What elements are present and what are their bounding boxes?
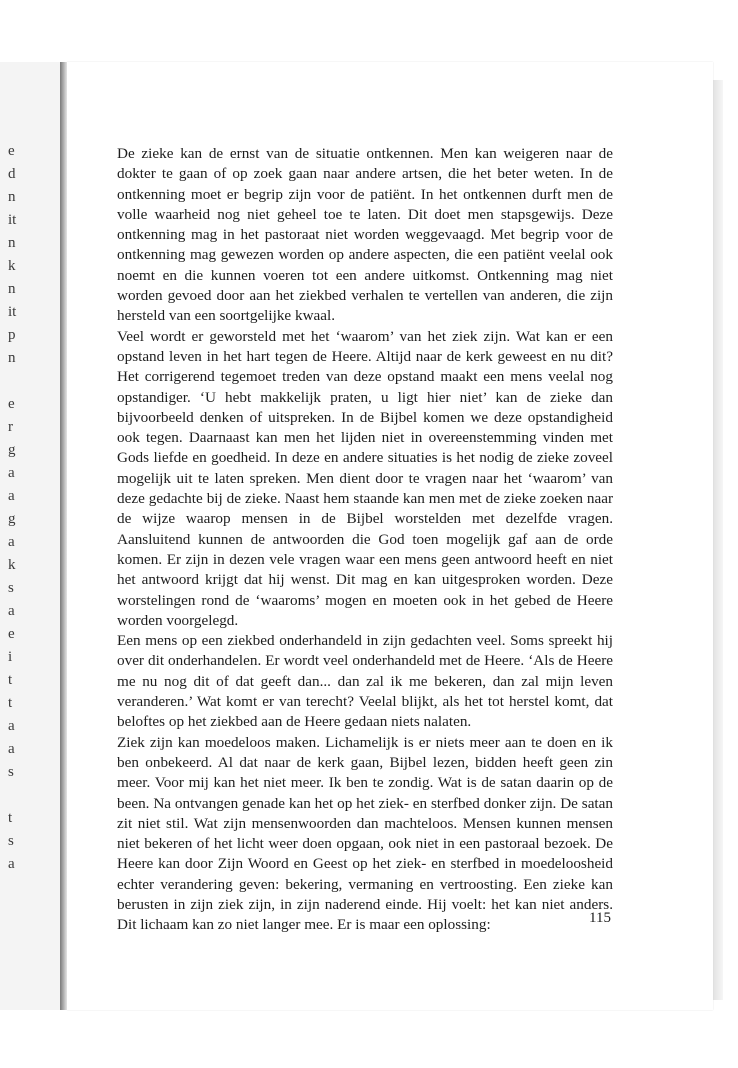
page-number: 115 xyxy=(589,910,611,926)
facing-page-letter: d xyxy=(8,166,16,182)
paragraph-denial: De zieke kan de ernst van de situatie ontkennen. Men kan weigeren naar de dokter te gaan of op zoek gaan naar andere artsen, die het beter weten. In de ontkenning moet er begrip zijn voor de patiënt. In het ontkennen durft men de volle waarheid nog niet geheel toe te laten. Dit doet men stapsgewijs. Deze ontkenning mag in het pastoraat niet worden weggevaagd. Met begrip voor de ontkenning mag gewezen worden op andere aspecten, die een patiënt veelal ook noemt en die kunnen voeren tot een andere uitkomst. Ontkenning mag niet worden gevoed door aan het ziekbed verhalen te vertellen van anderen, die zijn hersteld van een soortgelijke kwaal. xyxy=(117,145,613,325)
facing-page-letter: n xyxy=(8,281,16,297)
facing-page-letter: n xyxy=(8,189,16,205)
facing-page-letter: t xyxy=(8,810,13,826)
facing-page-letter: a xyxy=(8,741,15,757)
facing-page-letter: i xyxy=(8,649,13,665)
facing-page-letter: k xyxy=(8,557,16,573)
facing-page-letter: n xyxy=(8,350,16,366)
facing-page-letter: a xyxy=(8,856,15,872)
facing-page-letter: it xyxy=(8,212,17,228)
facing-page-letter: a xyxy=(8,465,15,481)
facing-page-text-fragments xyxy=(8,140,30,876)
facing-page-letter: e xyxy=(8,626,15,642)
page-stack-edge xyxy=(713,80,723,1000)
facing-page-letter: a xyxy=(8,488,15,504)
book-page xyxy=(67,62,713,1010)
facing-page-letter xyxy=(8,370,30,393)
paragraph-bargaining: Een mens op een ziekbed onderhandeld in zijn gedachten veel. Soms spreekt hij over dit onderhandelen. Er wordt veel onderhandeld met de Heere. ‘Als de Heere me nu nog dit of dat geeft dan... dan zal ik me bekeren, dan zal mijn leven veranderen.’ Wat komt er van terecht? Veelal blijkt, als het tot herstel komt, dat beloftes op het ziekbed aan de Heere gedaan niets nalaten. xyxy=(117,632,613,731)
facing-page-letter: s xyxy=(8,764,14,780)
facing-page-letter: p xyxy=(8,327,16,343)
facing-page-letter: t xyxy=(8,695,13,711)
paragraph-why: Veel wordt er geworsteld met het ‘waarom’ van het ziek zijn. Wat kan er een opstand leven in het hart tegen de Heere. Altijd naar de kerk geweest en nu dit? Het corrigerend tegemoet treden van deze opstand maakt een mens veelal nog opstandiger. ‘U hebt makkelijk praten, u ligt hier niet’ kan de zieke dan bijvoorbeeld denken of uitspreken. In de Bijbel komen we deze opstandigheid ook tegen. Daarnaast kan men het lijden niet in overeenstemming vinden met Gods liefde en goedheid. In deze en andere situaties is het nodig de zieke zoveel mogelijk uit te laten spreken. Men dient door te vragen naar het ‘waarom’ van deze gedachte bij de zieke. Naast hem staande kan men met de zieke zoeken naar de wijze waarop mensen in de Bijbel worstelden met dezelfde vragen. Aansluitend kunnen de antwoorden die God toen mogelijk gaf aan de orde komen. Er zijn in dezen vele vragen waar een mens geen antwoord heeft en niet het antwoord krijgt dat hij wenst. Dit mag en kan uitgesproken worden. Deze worstelingen rond de ‘waaroms’ mogen en moeten ook in het gebed de Heere worden voorgelegd. xyxy=(117,327,613,629)
body-text xyxy=(117,144,613,936)
paragraph-despondency: Ziek zijn kan moedeloos maken. Lichamelijk is er niets meer aan te doen en ik ben onbekeerd. Al dat naar de kerk gaan, Bijbel lezen, bidden heeft geen zin meer. Voor mij kan het niet meer. Ik ben te zondig. Wat is de satan daarin op de been. Na ontvangen genade kan het op het ziek- en sterfbed donker zijn. De satan zit niet stil. Wat zijn mensenwoorden dan machteloos. Mensen kunnen mensen niet bekeren of het licht weer doen opgaan, ook niet in een pastoraal bezoek. De Heere kan door Zijn Woord en Geest op het ziek- en sterfbed in moedeloosheid echter verandering geven: bekering, vermaning en vertroosting. Een zieke kan berusten in zijn ziek zijn, in zijn naderend einde. Hij voelt: het kan niet anders. Dit lichaam kan zo niet langer mee. Er is maar een oplossing: xyxy=(117,733,613,934)
facing-page-letter: a xyxy=(8,534,15,550)
facing-page-letter: a xyxy=(8,718,15,734)
book-gutter xyxy=(60,62,67,1010)
facing-page-letter: t xyxy=(8,672,13,688)
facing-page-letter: g xyxy=(8,511,16,527)
facing-page-letter: e xyxy=(8,143,15,159)
facing-page-letter: it xyxy=(8,304,17,320)
facing-page-letter: e xyxy=(8,396,15,412)
facing-page-letter: k xyxy=(8,258,16,274)
facing-page-letter: s xyxy=(8,833,14,849)
facing-page-letter: s xyxy=(8,580,14,596)
facing-page-letter: a xyxy=(8,603,15,619)
facing-page-letter xyxy=(8,784,30,807)
facing-page-letter: r xyxy=(8,419,13,435)
facing-page-letter: g xyxy=(8,442,16,458)
facing-page-letter: n xyxy=(8,235,16,251)
